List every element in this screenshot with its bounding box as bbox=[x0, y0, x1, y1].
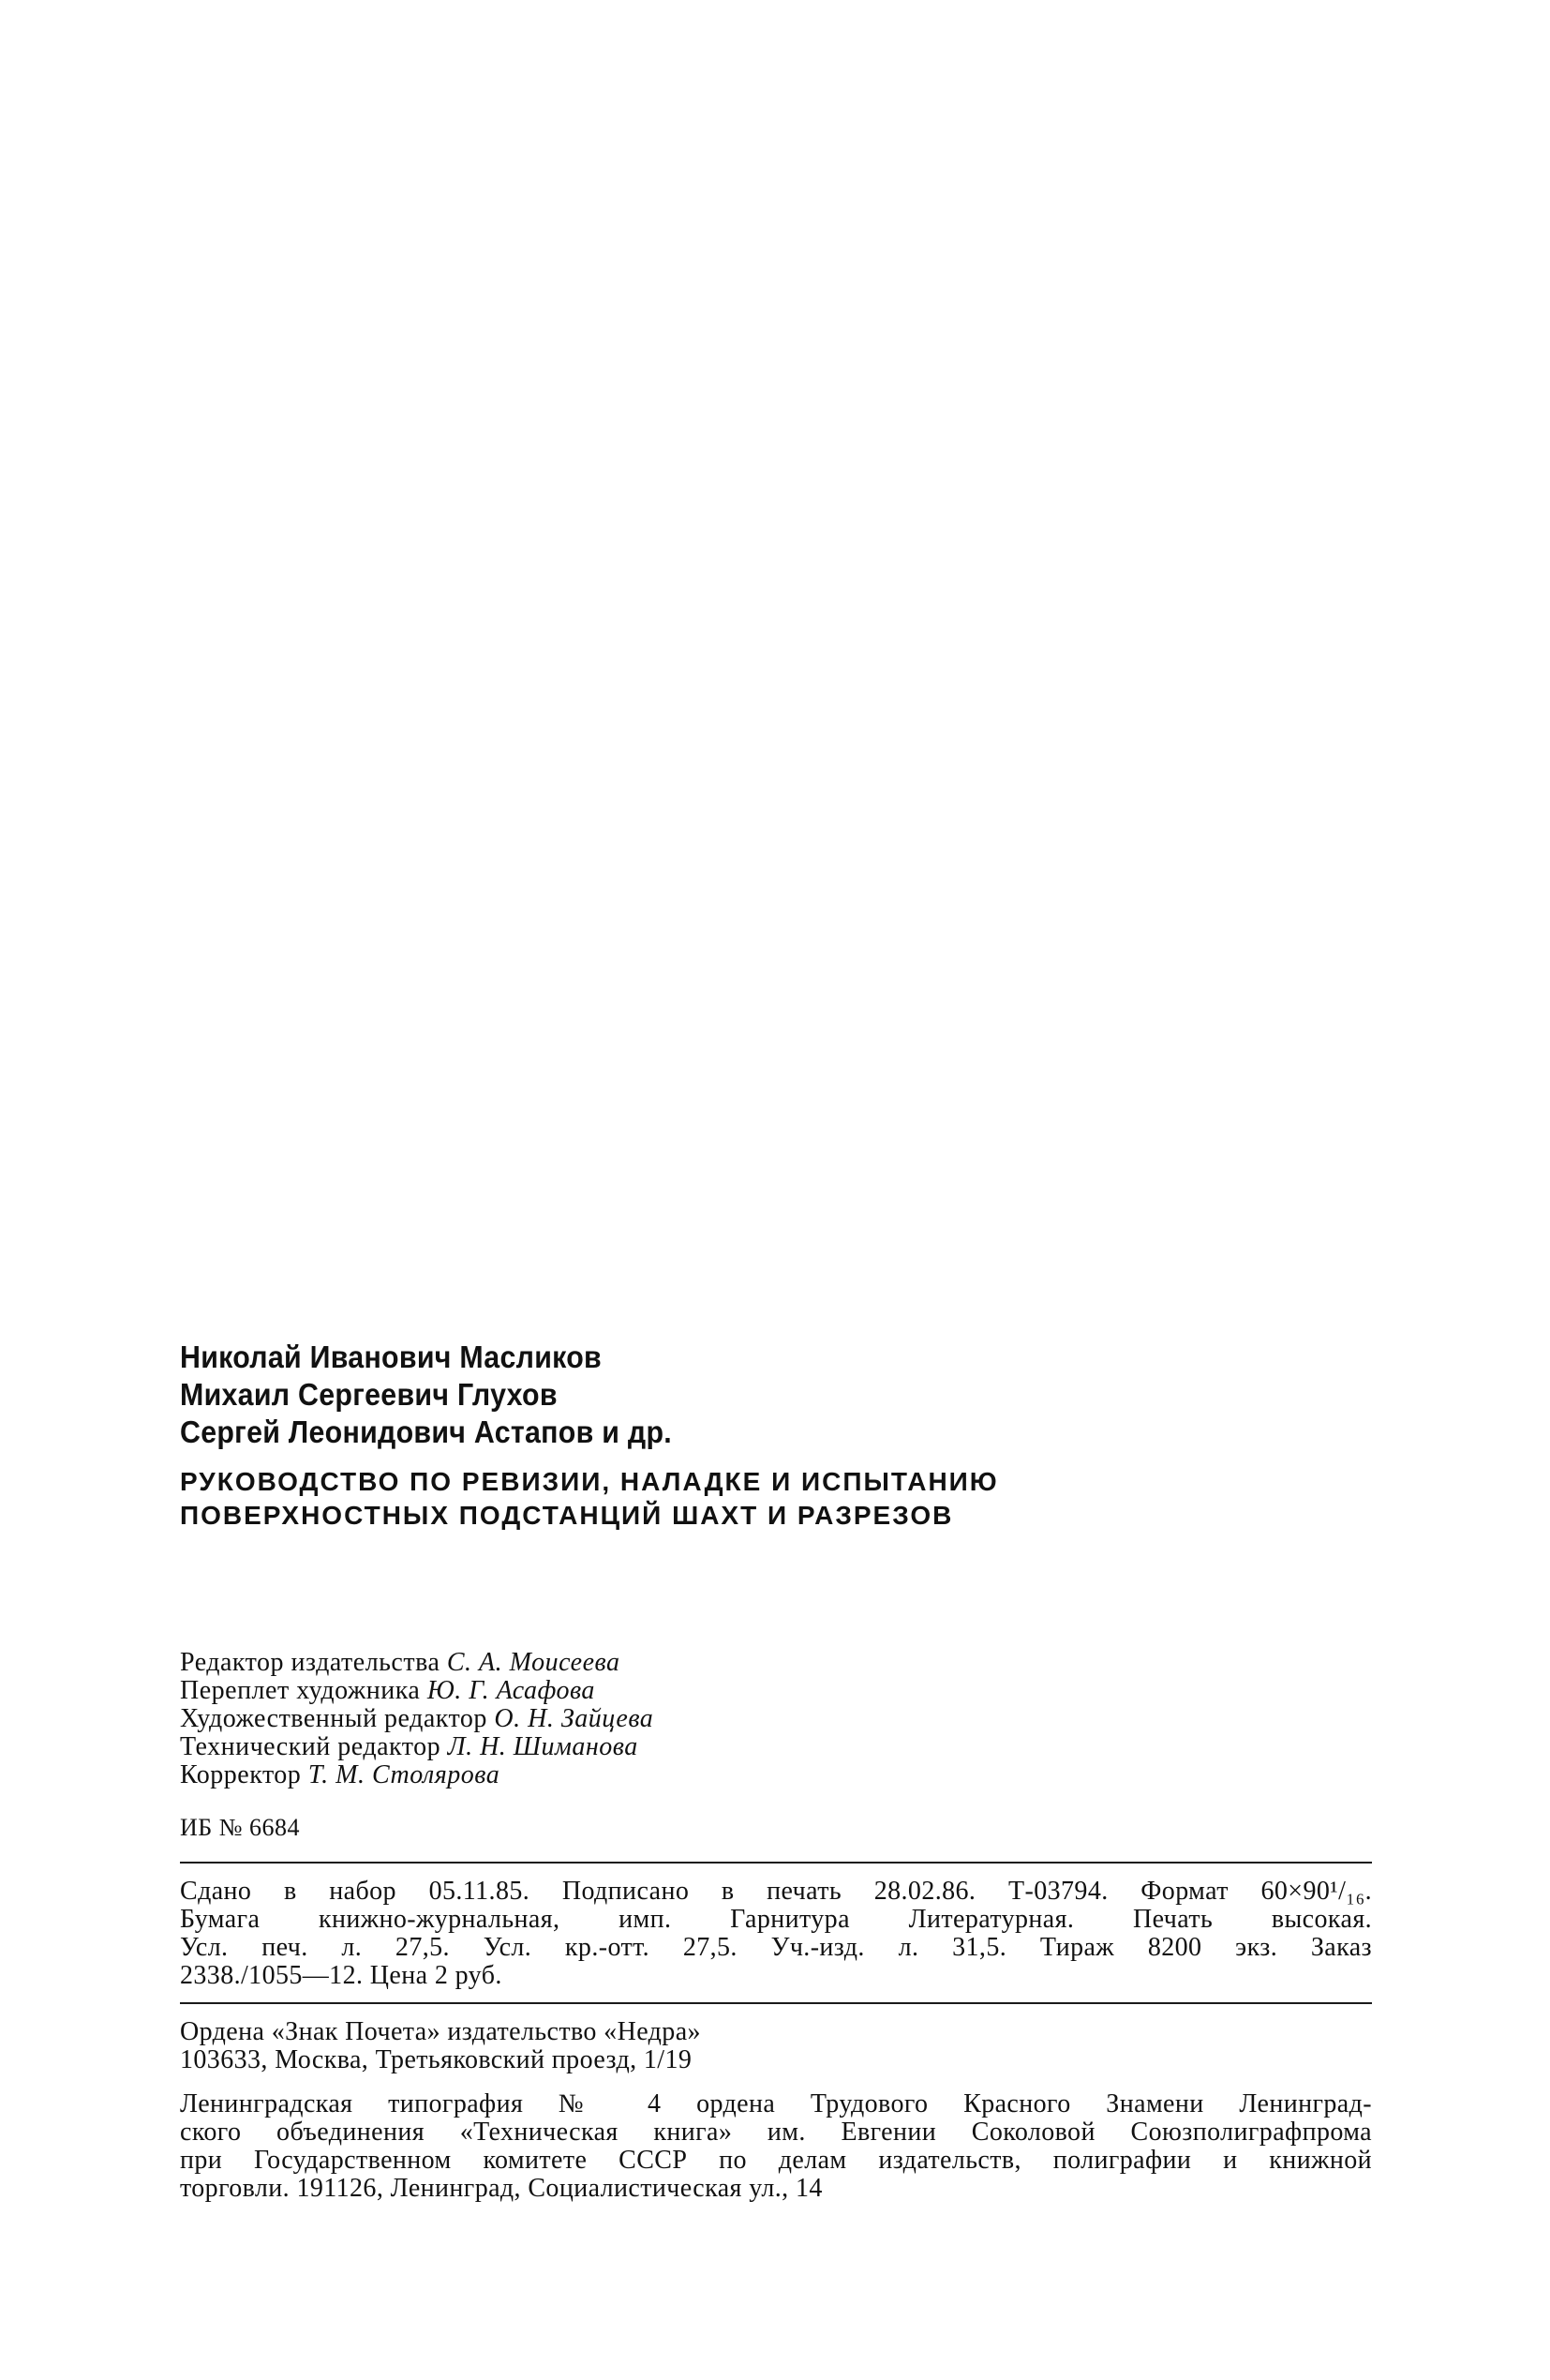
divider-rule bbox=[180, 2002, 1372, 2004]
credit-row bbox=[180, 1761, 1372, 1789]
printer-line: Ленинградская типография № 4 ордена Трудового Красного Знамени Ленинград- bbox=[180, 2089, 1372, 2118]
publication-details-line: Усл. печ. л. 27,5. Усл. кр.-отт. 27,5. Уч.-изд. л. 31,5. Тираж 8200 экз. Заказ bbox=[180, 1933, 1372, 1962]
authors-block bbox=[180, 1339, 1276, 1451]
publication-details-line: Сдано в набор 05.11.85. Подписано в печать 28.02.86. Т-03794. Формат 60×90¹/₁₆. bbox=[180, 1877, 1372, 1906]
credits-block bbox=[180, 1649, 1372, 1789]
author-name: Николай Иванович Масликов bbox=[180, 1340, 602, 1374]
credit-person: С. А. Моисеева bbox=[446, 1648, 620, 1677]
publisher-line: 103633, Москва, Третьяковский проезд, 1/19 bbox=[180, 2045, 693, 2074]
publication-details-line: 2338./1055—12. Цена 2 руб. bbox=[180, 1961, 502, 1990]
credit-row bbox=[180, 1649, 1372, 1677]
printer-line: при Государственном комитете СССР по делам издательств, полиграфии и книжной bbox=[180, 2146, 1372, 2175]
book-title-line: ПОВЕРХНОСТНЫХ ПОДСТАНЦИЙ ШАХТ И РАЗРЕЗОВ bbox=[180, 1501, 954, 1530]
printer-info bbox=[180, 2090, 1372, 2203]
credit-row bbox=[180, 1733, 1372, 1761]
publisher-line: Ордена «Знак Почета» издательство «Недра» bbox=[180, 2017, 701, 2046]
credit-role: Переплет художника bbox=[180, 1676, 421, 1705]
book-title bbox=[180, 1465, 1372, 1533]
credit-person: О. Н. Зайцева bbox=[494, 1704, 654, 1733]
book-title-line: РУКОВОДСТВО ПО РЕВИЗИИ, НАЛАДКЕ И ИСПЫТАНИЮ bbox=[180, 1467, 999, 1496]
credit-role: Технический редактор bbox=[180, 1732, 441, 1761]
publication-details-line: Бумага книжно-журнальная, имп. Гарнитура Литературная. Печать высокая. bbox=[180, 1905, 1372, 1934]
printer-line: ского объединения «Техническая книга» им. Евгении Соколовой Союзполиграфпрома bbox=[180, 2118, 1372, 2147]
credit-person: Л. Н. Шиманова bbox=[447, 1732, 638, 1761]
credit-role: Редактор издательства bbox=[180, 1648, 440, 1677]
credit-row bbox=[180, 1705, 1372, 1733]
credit-person: Ю. Г. Асафова bbox=[426, 1676, 595, 1705]
printer-line: торговли. 191126, Ленинград, Социалистическая ул., 14 bbox=[180, 2174, 823, 2203]
credit-person: Т. М. Столярова bbox=[307, 1760, 500, 1789]
divider-rule bbox=[180, 1862, 1372, 1864]
publication-details bbox=[180, 1878, 1372, 1990]
publisher-info bbox=[180, 2018, 1372, 2074]
credit-row bbox=[180, 1677, 1372, 1705]
credit-role: Корректор bbox=[180, 1760, 302, 1789]
ib-number: ИБ № 6684 bbox=[180, 1814, 301, 1841]
author-name: Михаил Сергеевич Глухов bbox=[180, 1377, 558, 1412]
credit-role: Художественный редактор bbox=[180, 1704, 487, 1733]
author-name: Сергей Леонидович Астапов и др. bbox=[180, 1415, 672, 1449]
